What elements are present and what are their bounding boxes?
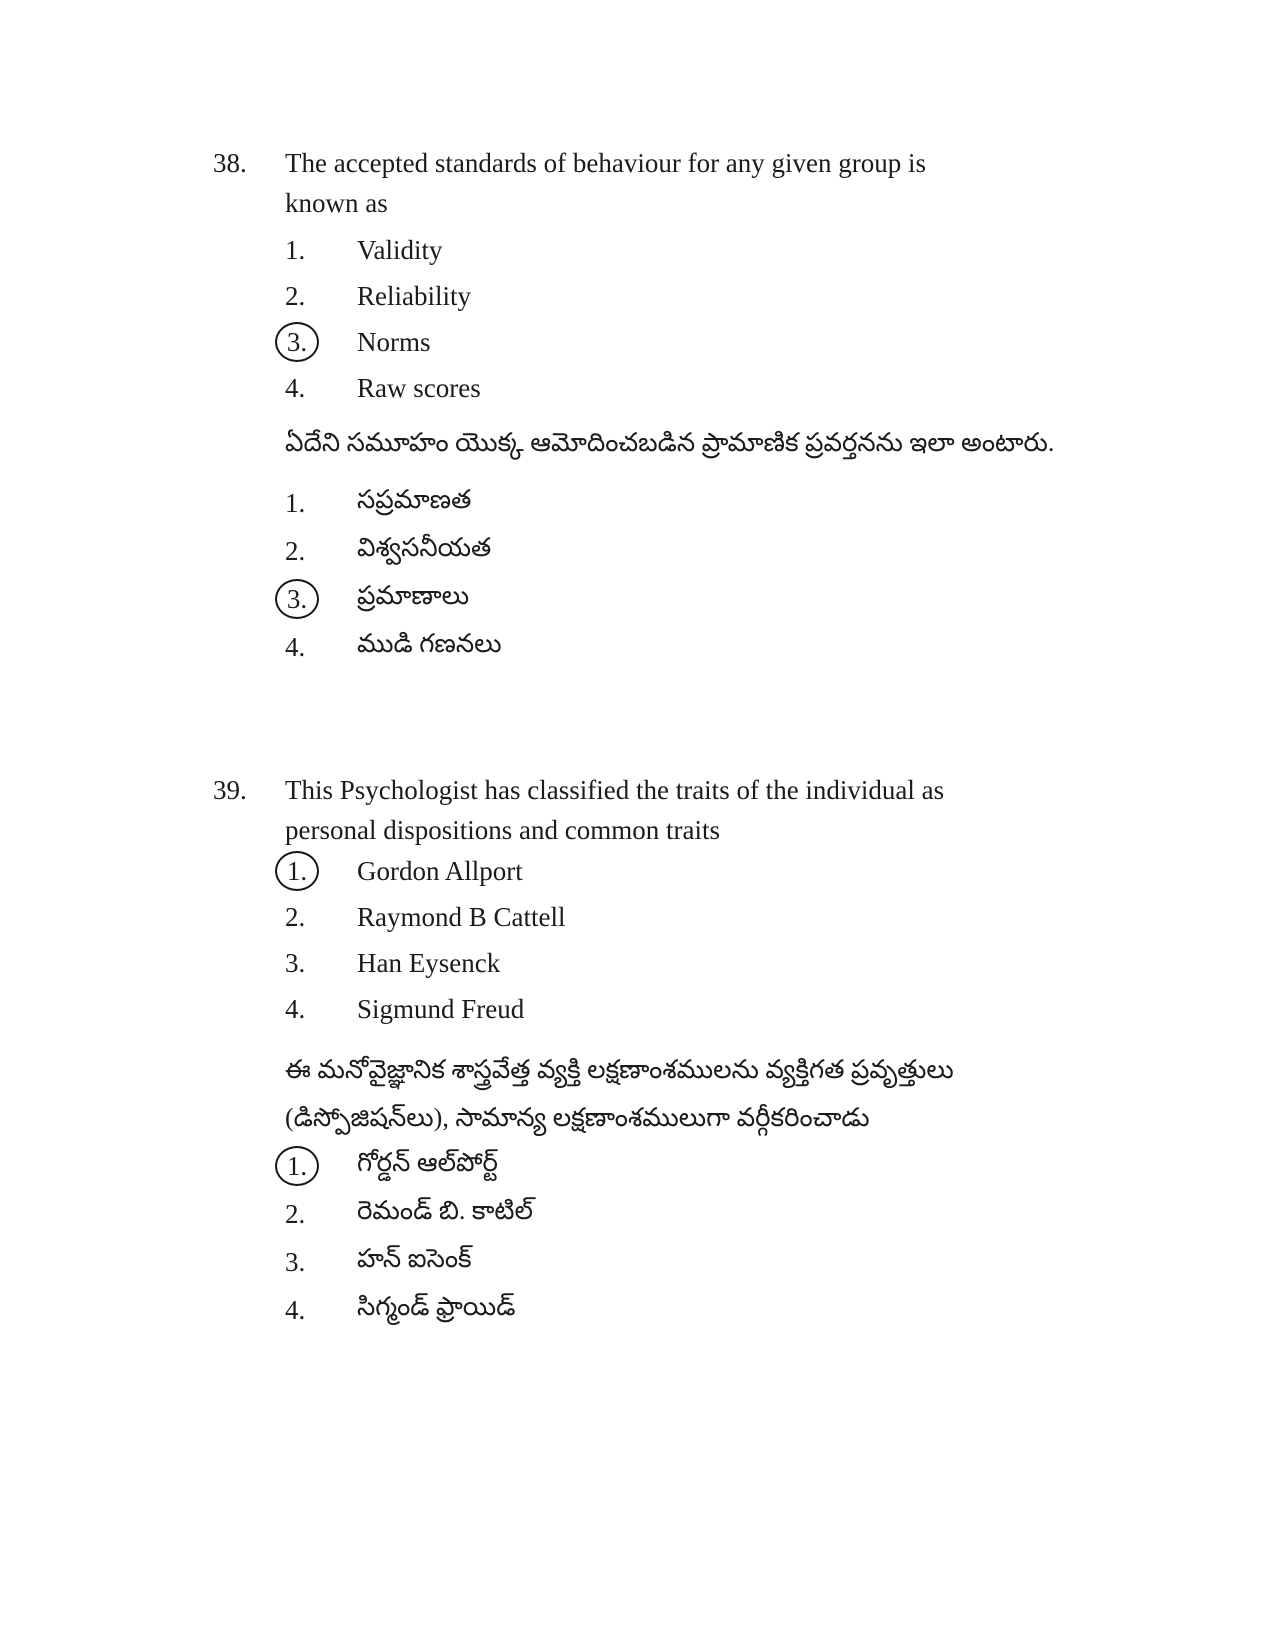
option-text: ముడి గణనలు (357, 629, 502, 658)
option-label (285, 488, 357, 519)
option-text: Validity (357, 234, 443, 265)
telugu-options (285, 479, 1215, 671)
question-block-38 (213, 143, 1215, 671)
option-number: 4. (285, 993, 306, 1024)
option-row (285, 623, 1215, 671)
option-row (285, 227, 1215, 273)
option-row (285, 527, 1215, 575)
option-label (285, 235, 357, 266)
question-block-39 (213, 770, 1215, 1334)
option-label (285, 902, 357, 933)
marked-answer-number: 1. (275, 851, 319, 891)
question-line: personal dispositions and common traits (285, 815, 720, 845)
option-row (285, 1142, 1215, 1190)
option-text: Han Eysenck (357, 947, 501, 978)
question-line: known as (285, 188, 388, 218)
option-label (285, 281, 357, 312)
option-row (285, 365, 1215, 411)
option-number: 4. (285, 631, 306, 662)
option-row (285, 986, 1215, 1032)
marked-answer-number: 3. (275, 579, 319, 619)
option-number: 4. (285, 1294, 306, 1325)
telugu-options (285, 1142, 1215, 1334)
telugu-question-line: (డిస్పోజిషన్‌లు), సామాన్య లక్షణాంశములుగా వర్గీకరించాడు (285, 1103, 870, 1132)
option-text: Gordon Allport (357, 855, 523, 886)
option-label (285, 994, 357, 1025)
telugu-question-line: ఈ మనోవైజ్ఞానిక శాస్త్రవేత్త వ్యక్తి లక్షణాంశములను వ్యక్తిగత ప్రవృత్తులు (285, 1055, 954, 1084)
question-text-english (285, 143, 926, 223)
option-label (285, 373, 357, 404)
option-text: గోర్డన్ ఆల్‌పోర్ట్ (357, 1148, 498, 1177)
option-text: ప్రమాణాలు (357, 581, 470, 610)
option-label (285, 1146, 357, 1186)
option-number: 1. (285, 234, 306, 265)
question-line: This Psychologist has classified the traits of the individual as (285, 775, 945, 805)
question-text-telugu (285, 1046, 1215, 1142)
option-row (285, 1238, 1215, 1286)
marked-answer-number: 3. (275, 322, 319, 362)
option-label (285, 1199, 357, 1230)
option-row (285, 575, 1215, 623)
option-number: 2. (285, 535, 306, 566)
option-text: Norms (357, 326, 431, 357)
question-text-english (285, 770, 944, 850)
english-options (285, 848, 1215, 1032)
option-text: Raymond B Cattell (357, 901, 566, 932)
option-row (285, 273, 1215, 319)
question-head (213, 143, 1215, 223)
option-row (285, 848, 1215, 894)
question-number: 39. (213, 775, 247, 805)
option-row (285, 1286, 1215, 1334)
option-label (285, 851, 357, 891)
option-text: సప్రమాణత (357, 485, 472, 514)
option-number: 2. (285, 280, 306, 311)
option-row (285, 479, 1215, 527)
option-text: విశ్వసనీయత (357, 533, 492, 562)
option-text: Reliability (357, 280, 471, 311)
option-number: 1. (285, 487, 306, 518)
marked-answer-number: 1. (275, 1146, 319, 1186)
option-label (285, 536, 357, 567)
option-number: 2. (285, 1198, 306, 1229)
option-text: హన్ ఐసెంక్ (357, 1244, 472, 1273)
english-options (285, 227, 1215, 411)
option-label (285, 579, 357, 619)
option-number: 3. (285, 947, 306, 978)
option-row (285, 940, 1215, 986)
option-row (285, 894, 1215, 940)
question-line: The accepted standards of behaviour for any given group is (285, 148, 927, 178)
option-label (285, 948, 357, 979)
option-number: 2. (285, 901, 306, 932)
option-label (285, 322, 357, 362)
option-label (285, 1247, 357, 1278)
option-row (285, 319, 1215, 365)
option-text: రెమండ్ బి. కాటిల్ (357, 1196, 533, 1225)
question-head (213, 770, 1215, 850)
option-text: Sigmund Freud (357, 993, 525, 1024)
option-text: సిగ్మండ్ ఫ్రాయిడ్ (357, 1292, 516, 1321)
question-number: 38. (213, 148, 247, 178)
option-label (285, 1295, 357, 1326)
option-row (285, 1190, 1215, 1238)
telugu-question-line: ఏదేని సమూహం యొక్క ఆమోదించబడిన ప్రామాణిక ప్రవర్తనను ఇలా అంటారు. (285, 428, 1055, 457)
option-label (285, 632, 357, 663)
question-text-telugu (285, 419, 1215, 467)
option-text: Raw scores (357, 372, 481, 403)
option-number: 4. (285, 372, 306, 403)
option-number: 3. (285, 1246, 306, 1277)
